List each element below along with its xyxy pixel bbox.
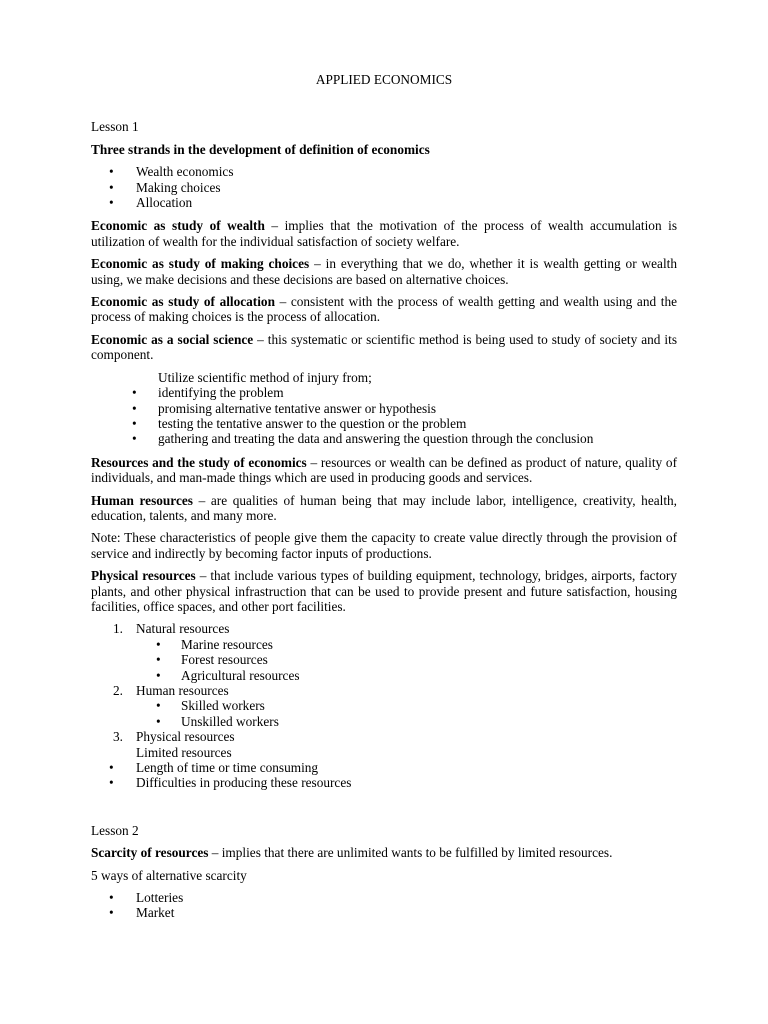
list-item: • Unskilled workers: [91, 714, 677, 729]
list-item: • identifying the problem: [91, 385, 677, 400]
list-item: • gathering and treating the data and answering the question through the conclusion: [91, 431, 677, 446]
allocation-paragraph: Economic as study of allocation – consistent with the process of wealth getting and wealth using and the process of making choices is the process of allocation.: [91, 294, 677, 325]
numbered-item: 1. Natural resources: [113, 621, 230, 637]
list-item: • Difficulties in producing these resources: [91, 775, 677, 790]
list-item: • Making choices: [91, 180, 677, 195]
human-resources-paragraph: Human resources – are qualities of human being that may include labor, intelligence, creativity, health, education, talents, and many more.: [91, 492, 677, 523]
numbered-item: 2. Human resources: [113, 683, 229, 698]
ways-heading: 5 ways of alternative scarcity: [91, 867, 247, 883]
scarcity-paragraph: Scarcity of resources – implies that there are unlimited wants to be fulfilled by limited resources.: [91, 845, 613, 861]
list-item: • Forest resources: [91, 652, 677, 667]
social-science-paragraph: Economic as a social science – this systematic or scientific method is being used to study of society and its component.: [91, 331, 677, 363]
list-item: • Lotteries: [91, 890, 677, 905]
list-item: • promising alternative tentative answer or hypothesis: [91, 401, 677, 416]
note-paragraph: Note: These characteristics of people give them the capacity to create value directly through the provision of service and indirectly by becoming factor inputs of productions.: [91, 530, 677, 561]
list-item: • Skilled workers: [91, 698, 677, 713]
list-item: • Allocation: [91, 195, 677, 210]
list-item: • Marine resources: [91, 637, 677, 652]
list-item: • Length of time or time consuming: [91, 760, 677, 775]
lesson-1-label: Lesson 1: [91, 119, 139, 135]
strands-list: [91, 164, 677, 210]
numbered-item: 3. Physical resources: [113, 729, 235, 745]
limited-resources-label: Limited resources: [136, 744, 232, 760]
list-item: • Market: [91, 905, 677, 920]
strands-heading: Three strands in the development of definition of economics: [91, 141, 430, 157]
document-title: APPLIED ECONOMICS: [315, 72, 453, 87]
choices-paragraph: Economic as study of making choices – in everything that we do, whether it is wealth getting or wealth using, we make decisions and these decisions are based on alternative choices.: [91, 256, 677, 287]
wealth-paragraph: Economic as study of wealth – implies that the motivation of the process of wealth accumulation is utilization of wealth for the individual satisfaction of society welfare.: [91, 218, 677, 249]
resources-paragraph: Resources and the study of economics – resources or wealth can be defined as product of nature, quality of individuals, and man-made things which are used in producing goods and services.: [91, 454, 677, 486]
method-steps-list: [91, 385, 677, 447]
list-item: • Wealth economics: [91, 164, 677, 179]
list-item: • Agricultural resources: [91, 668, 677, 683]
lesson-2-label: Lesson 2: [91, 822, 139, 838]
method-intro: Utilize scientific method of injury from;: [158, 369, 372, 385]
ways-list: [91, 890, 677, 921]
resource-types-list: [91, 621, 677, 790]
physical-resources-paragraph: Physical resources – that include various types of building equipment, technology, bridges, airports, factory plants, and other physical infrastruction that can be used to provide present and future satisfaction, housing facilities, office spaces, and other port facilities.: [91, 568, 677, 614]
list-item: • testing the tentative answer to the question or the problem: [91, 416, 677, 431]
scientific-method-block: [91, 370, 677, 447]
